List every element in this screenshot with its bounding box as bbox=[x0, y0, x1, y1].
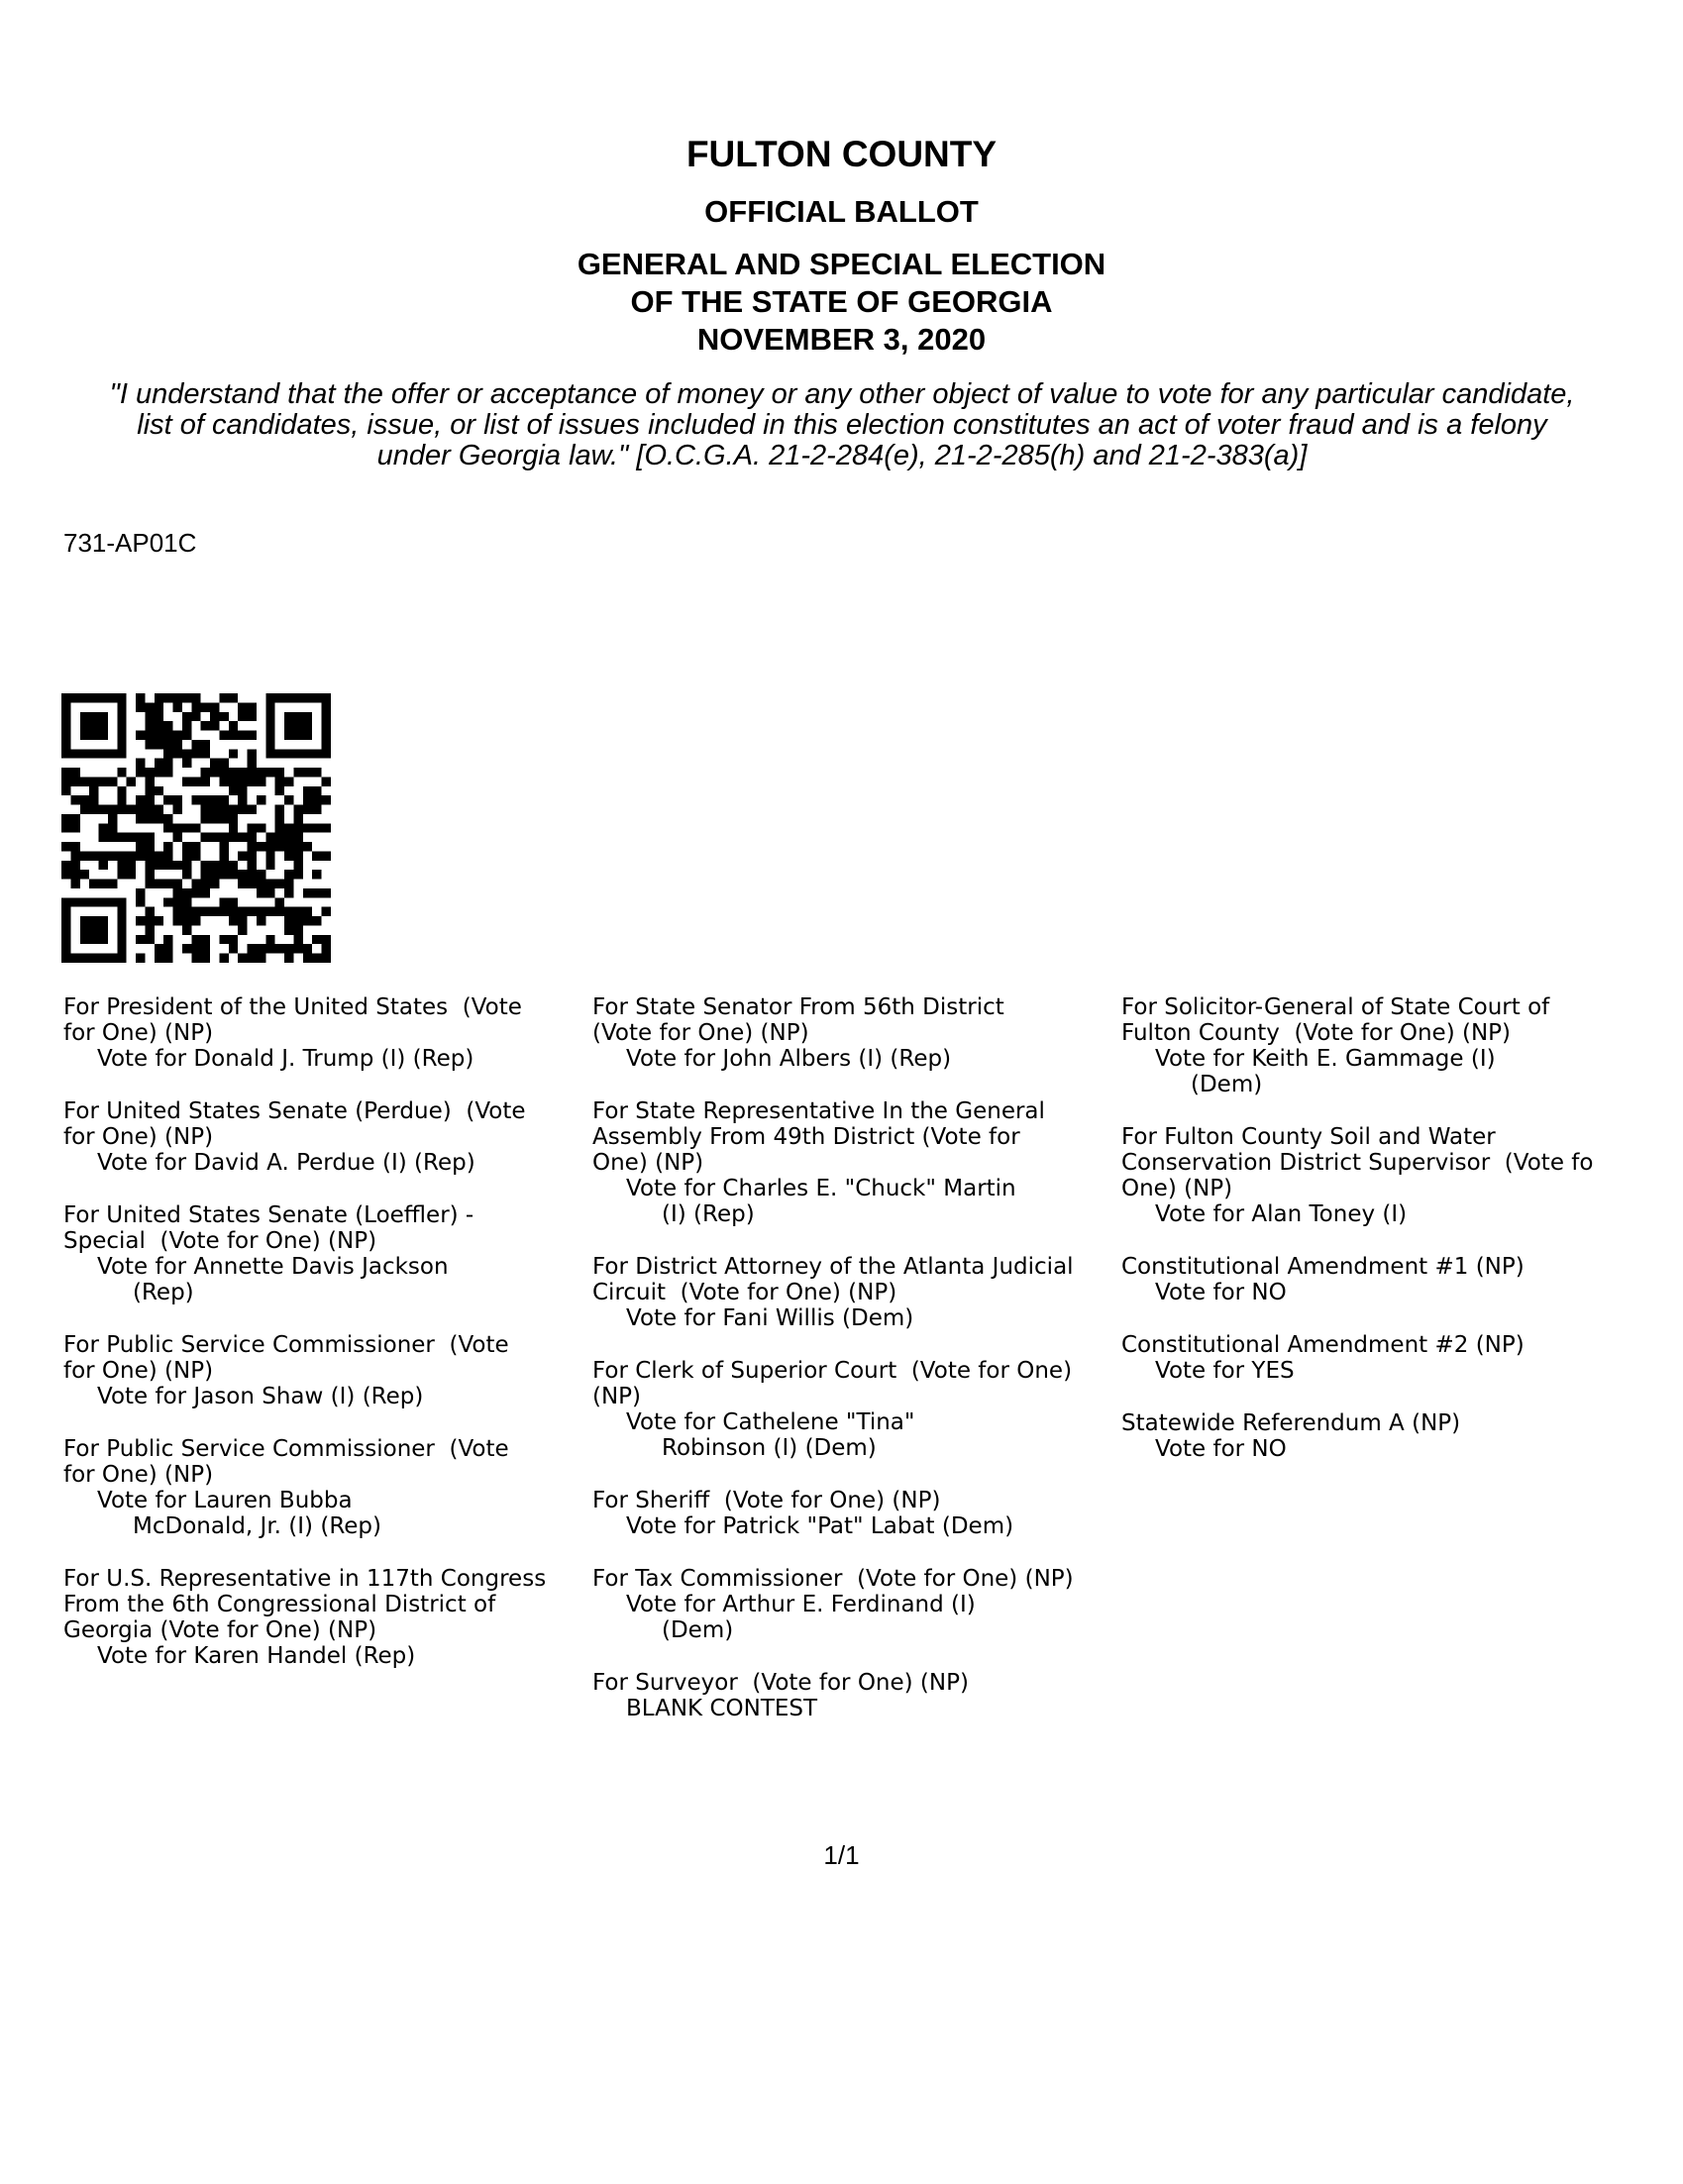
contest-title-line: For Sheriff (Vote for One) (NP) bbox=[592, 1488, 941, 1513]
contest-column-2 bbox=[592, 994, 1117, 1748]
contest bbox=[592, 1670, 1117, 1721]
election-line: GENERAL AND SPECIAL ELECTION bbox=[577, 247, 1106, 281]
vote-selection-line: Vote for Arthur E. Ferdinand (I) bbox=[626, 1592, 976, 1617]
vote-selection-line: (Dem) bbox=[662, 1617, 734, 1643]
vote-selection-line: Vote for YES bbox=[1155, 1358, 1295, 1384]
election-line: NOVEMBER 3, 2020 bbox=[696, 322, 987, 357]
contest-title-line: for One) (NP) bbox=[63, 1020, 214, 1046]
contest bbox=[1121, 1124, 1676, 1227]
contest-title-line: For State Senator From 56th District bbox=[592, 994, 1004, 1020]
contest bbox=[63, 1436, 588, 1539]
contest-title-line: One) (NP) bbox=[1121, 1176, 1233, 1201]
vote-selection-line: Vote for Cathelene "Tina" bbox=[626, 1409, 915, 1435]
vote-selection-line: BLANK CONTEST bbox=[626, 1696, 818, 1721]
contest-title-line: for One) (NP) bbox=[63, 1358, 214, 1384]
contest bbox=[592, 994, 1117, 1072]
contest-title-line: From the 6th Congressional District of bbox=[63, 1592, 496, 1617]
contest-column-3 bbox=[1121, 994, 1676, 1489]
vote-selection-line: Vote for John Albers (I) (Rep) bbox=[626, 1046, 952, 1072]
vote-selection-line: Vote for Patrick "Pat" Labat (Dem) bbox=[626, 1513, 1014, 1539]
contest-title-line: For State Representative In the General bbox=[592, 1098, 1045, 1124]
contest-title-line: for One) (NP) bbox=[63, 1124, 214, 1150]
contest bbox=[592, 1358, 1117, 1461]
contest-title-line: Conservation District Supervisor (Vote fo bbox=[1121, 1150, 1594, 1176]
contest bbox=[63, 1202, 588, 1305]
contest bbox=[1121, 1332, 1676, 1384]
contest bbox=[592, 1254, 1117, 1331]
contest-title-line: for One) (NP) bbox=[63, 1462, 214, 1488]
vote-selection-line: (I) (Rep) bbox=[662, 1201, 755, 1227]
vote-selection-line: (Dem) bbox=[1191, 1072, 1263, 1097]
contest-title-line: For Solicitor-General of State Court of bbox=[1121, 994, 1550, 1020]
contest-title-line: For United States Senate (Perdue) (Vote bbox=[63, 1098, 526, 1124]
contest bbox=[63, 1098, 588, 1176]
contest bbox=[1121, 1410, 1676, 1462]
contest-title-line: Circuit (Vote for One) (NP) bbox=[592, 1280, 897, 1305]
contest-title-line: Statewide Referendum A (NP) bbox=[1121, 1410, 1461, 1436]
contest-title-line: Special (Vote for One) (NP) bbox=[63, 1228, 377, 1254]
vote-selection-line: Vote for Karen Handel (Rep) bbox=[97, 1643, 416, 1669]
vote-selection-line: Vote for Fani Willis (Dem) bbox=[626, 1305, 914, 1331]
vote-selection-line: Vote for Charles E. "Chuck" Martin bbox=[626, 1176, 1016, 1201]
contest-title-line: Assembly From 49th District (Vote for bbox=[592, 1124, 1020, 1150]
contest bbox=[63, 994, 588, 1072]
contest-title-line: Constitutional Amendment #2 (NP) bbox=[1121, 1332, 1525, 1358]
contest-title-line: For Clerk of Superior Court (Vote for One) bbox=[592, 1358, 1073, 1384]
contest-title-line: One) (NP) bbox=[592, 1150, 704, 1176]
contest bbox=[592, 1488, 1117, 1539]
contest-title-line: For U.S. Representative in 117th Congress bbox=[63, 1566, 547, 1592]
contest-title-line: For United States Senate (Loeffler) - bbox=[63, 1202, 474, 1228]
vote-selection-line: Robinson (I) (Dem) bbox=[662, 1435, 877, 1461]
ballot-id: 731-AP01C bbox=[63, 528, 197, 558]
oath-line: "I understand that the offer or acceptance of money or any other object of value to vote for any particular candidate, bbox=[109, 378, 1575, 410]
vote-selection-line: Vote for NO bbox=[1155, 1280, 1287, 1305]
contest bbox=[63, 1332, 588, 1409]
vote-selection-line: Vote for NO bbox=[1155, 1436, 1287, 1462]
contest-column-1 bbox=[63, 994, 588, 1696]
voter-oath bbox=[40, 379, 1644, 471]
election-title bbox=[0, 246, 1683, 359]
oath-line: list of candidates, issue, or list of issues included in this election constitutes an act of voter fraud and is a felony bbox=[137, 409, 1547, 441]
contest-title-line: Fulton County (Vote for One) (NP) bbox=[1121, 1020, 1511, 1046]
contest-title-line: Georgia (Vote for One) (NP) bbox=[63, 1617, 377, 1643]
vote-selection-line: McDonald, Jr. (I) (Rep) bbox=[133, 1513, 381, 1539]
vote-selection-line: Vote for Jason Shaw (I) (Rep) bbox=[97, 1384, 424, 1409]
contest bbox=[1121, 1254, 1676, 1305]
vote-selection-line: Vote for David A. Perdue (I) (Rep) bbox=[97, 1150, 475, 1176]
contest-title-line: (Vote for One) (NP) bbox=[592, 1020, 809, 1046]
contest-title-line: For Public Service Commissioner (Vote bbox=[63, 1436, 509, 1462]
contest-title-line: (NP) bbox=[592, 1384, 642, 1409]
vote-selection-line: Vote for Keith E. Gammage (I) bbox=[1155, 1046, 1496, 1072]
contest bbox=[63, 1566, 588, 1669]
ballot-type-title: OFFICIAL BALLOT bbox=[704, 194, 979, 229]
vote-selection-line: Vote for Alan Toney (I) bbox=[1155, 1201, 1408, 1227]
vote-selection-line: (Rep) bbox=[133, 1280, 194, 1305]
vote-selection-line: Vote for Annette Davis Jackson bbox=[97, 1254, 449, 1280]
county-title: FULTON COUNTY bbox=[685, 134, 998, 174]
contest bbox=[1121, 994, 1676, 1097]
vote-selection-line: Vote for Donald J. Trump (I) (Rep) bbox=[97, 1046, 474, 1072]
contest-title-line: Constitutional Amendment #1 (NP) bbox=[1121, 1254, 1525, 1280]
contest-title-line: For Surveyor (Vote for One) (NP) bbox=[592, 1670, 969, 1696]
election-line: OF THE STATE OF GEORGIA bbox=[630, 284, 1053, 319]
page-number: 1/1 bbox=[823, 1840, 860, 1870]
oath-line: under Georgia law." [O.C.G.A. 21-2-284(e), 21-2-285(h) and 21-2-383(a)] bbox=[376, 440, 1308, 471]
contest bbox=[592, 1098, 1117, 1227]
contest-title-line: For President of the United States (Vote bbox=[63, 994, 522, 1020]
vote-selection-line: Vote for Lauren Bubba bbox=[97, 1488, 353, 1513]
contest-title-line: For District Attorney of the Atlanta Judicial bbox=[592, 1254, 1074, 1280]
contest-title-line: For Tax Commissioner (Vote for One) (NP) bbox=[592, 1566, 1074, 1592]
contest-title-line: For Public Service Commissioner (Vote bbox=[63, 1332, 509, 1358]
contest bbox=[592, 1566, 1117, 1643]
contest-title-line: For Fulton County Soil and Water bbox=[1121, 1124, 1496, 1150]
qr-code-icon bbox=[61, 693, 331, 963]
